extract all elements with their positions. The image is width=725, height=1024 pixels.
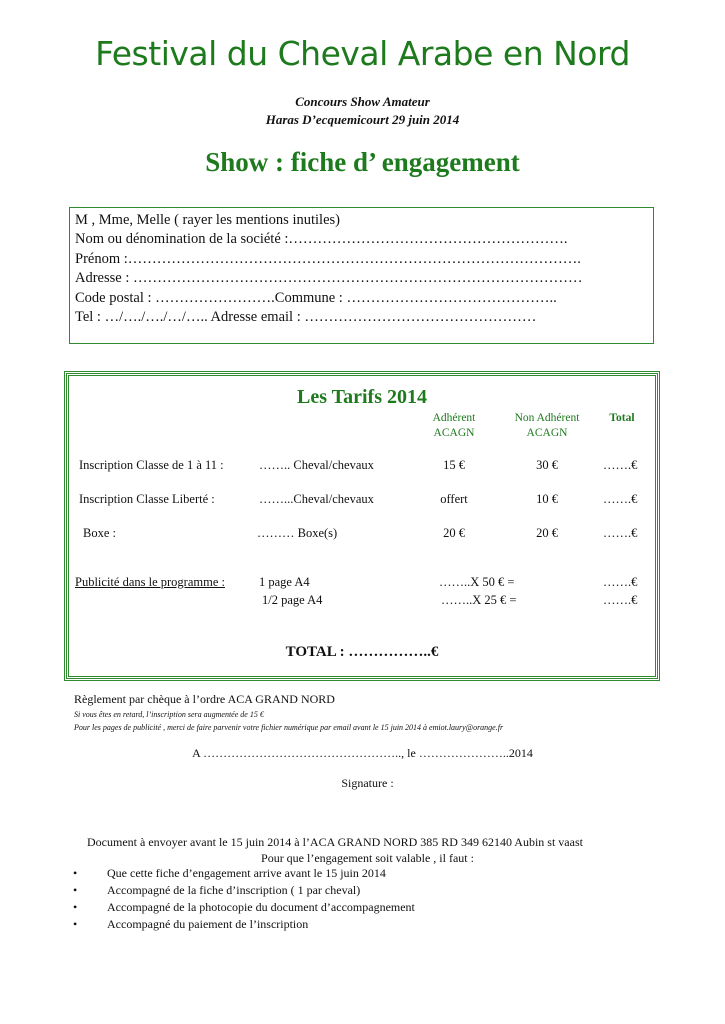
pub-label: Publicité dans le programme : <box>75 575 225 589</box>
list-item: • Accompagné du paiement de l’inscription <box>73 916 415 933</box>
row-class-liberte-qty[interactable]: ……...Cheval/chevaux <box>259 492 374 506</box>
tarifs-title: Les Tarifs 2014 <box>296 386 428 408</box>
row-class-1-11-adherent: 15 € <box>443 458 465 472</box>
first-name-field[interactable]: Prénom :…………………………………………………………………………………. <box>75 250 581 267</box>
civility-line: M , Mme, Melle ( rayer les mentions inutiles) <box>75 212 340 228</box>
pub-half-page-option: 1/2 page A4 <box>262 593 323 607</box>
row-class-liberte-non-adherent: 10 € <box>536 492 558 506</box>
row-boxe-total[interactable]: …….€ <box>603 526 638 540</box>
row-class-liberte-label: Inscription Classe Liberté : <box>79 492 215 506</box>
advertising-note: Pour les pages de publicité , merci de faire parvenir votre fichier numérique par email avant le 15 juin 2014 à emiot.laury@orange.fr <box>74 723 504 732</box>
send-instruction: Document à envoyer avant le 15 juin 2014 à l’ACA GRAND NORD 385 RD 349 62140 Aubin st vaast <box>87 835 583 849</box>
row-class-1-11-qty[interactable]: …….. Cheval/chevaux <box>259 458 374 472</box>
row-class-liberte-adherent: offert <box>440 492 468 506</box>
list-item: • Accompagné de la fiche d’inscription ( 1 par cheval) <box>73 882 415 899</box>
row-boxe-non-adherent: 20 € <box>536 526 558 540</box>
pub-full-page-total[interactable]: …….€ <box>603 575 638 589</box>
address-field[interactable]: Adresse : ………………………………………………………………………………… <box>75 270 583 287</box>
grand-total[interactable]: TOTAL : ……………..€ <box>285 644 439 660</box>
row-class-1-11-label: Inscription Classe de 1 à 11 : <box>79 458 224 472</box>
col-header-adherent: Adhérent ACAGN <box>432 412 476 439</box>
col-header-non-adherent: Non Adhérent ACAGN <box>514 412 580 439</box>
row-boxe-label: Boxe : <box>83 526 116 540</box>
pub-half-page-total[interactable]: …….€ <box>603 593 638 607</box>
list-item: • Que cette fiche d’engagement arrive avant le 15 juin 2014 <box>73 865 415 882</box>
venue-date-subtitle: Haras D’ecquemicourt 29 juin 2014 <box>265 112 460 127</box>
row-boxe-qty[interactable]: ……… Boxe(s) <box>257 526 338 540</box>
payment-instruction: Règlement par chèque à l’ordre ACA GRAND NORD <box>74 692 335 706</box>
pub-full-page-price[interactable]: ……..X 50 € = <box>439 575 515 589</box>
validity-condition: Pour que l’engagement soit valable , il faut : <box>261 851 474 865</box>
postal-code-commune-field[interactable]: Code postal : …………………….Commune : …………………………………….. <box>75 289 557 306</box>
phone-email-field[interactable]: Tel : …/…./…./…/….. Adresse email : ………………………………………… <box>75 309 537 326</box>
list-item: • Accompagné de la photocopie du document d’accompagnement <box>73 899 415 916</box>
row-boxe-adherent: 20 € <box>443 526 465 540</box>
form-title: Show : fiche d’ engagement <box>205 147 520 177</box>
row-class-1-11-total[interactable]: …….€ <box>603 458 638 472</box>
signature-label: Signature : <box>341 776 394 790</box>
checklist <box>73 865 415 933</box>
identity-box <box>69 207 654 344</box>
pub-half-page-price[interactable]: ……..X 25 € = <box>441 593 517 607</box>
col-header-total: Total <box>609 412 635 424</box>
row-class-liberte-total[interactable]: …….€ <box>603 492 638 506</box>
place-date-line[interactable]: A ………………………………………….., le …………………..2014 <box>192 746 533 760</box>
pub-full-page-option: 1 page A4 <box>259 575 310 589</box>
festival-title: Festival du Cheval Arabe en Nord <box>95 34 630 73</box>
contest-subtitle: Concours Show Amateur <box>295 94 430 109</box>
row-class-1-11-non-adherent: 30 € <box>536 458 558 472</box>
late-fee-note: Si vous êtes en retard, l’inscription sera augmentée de 15 € <box>74 710 264 719</box>
tarifs-box <box>66 373 658 679</box>
company-name-field[interactable]: Nom ou dénomination de la société :…………………………………………………. <box>75 231 568 248</box>
